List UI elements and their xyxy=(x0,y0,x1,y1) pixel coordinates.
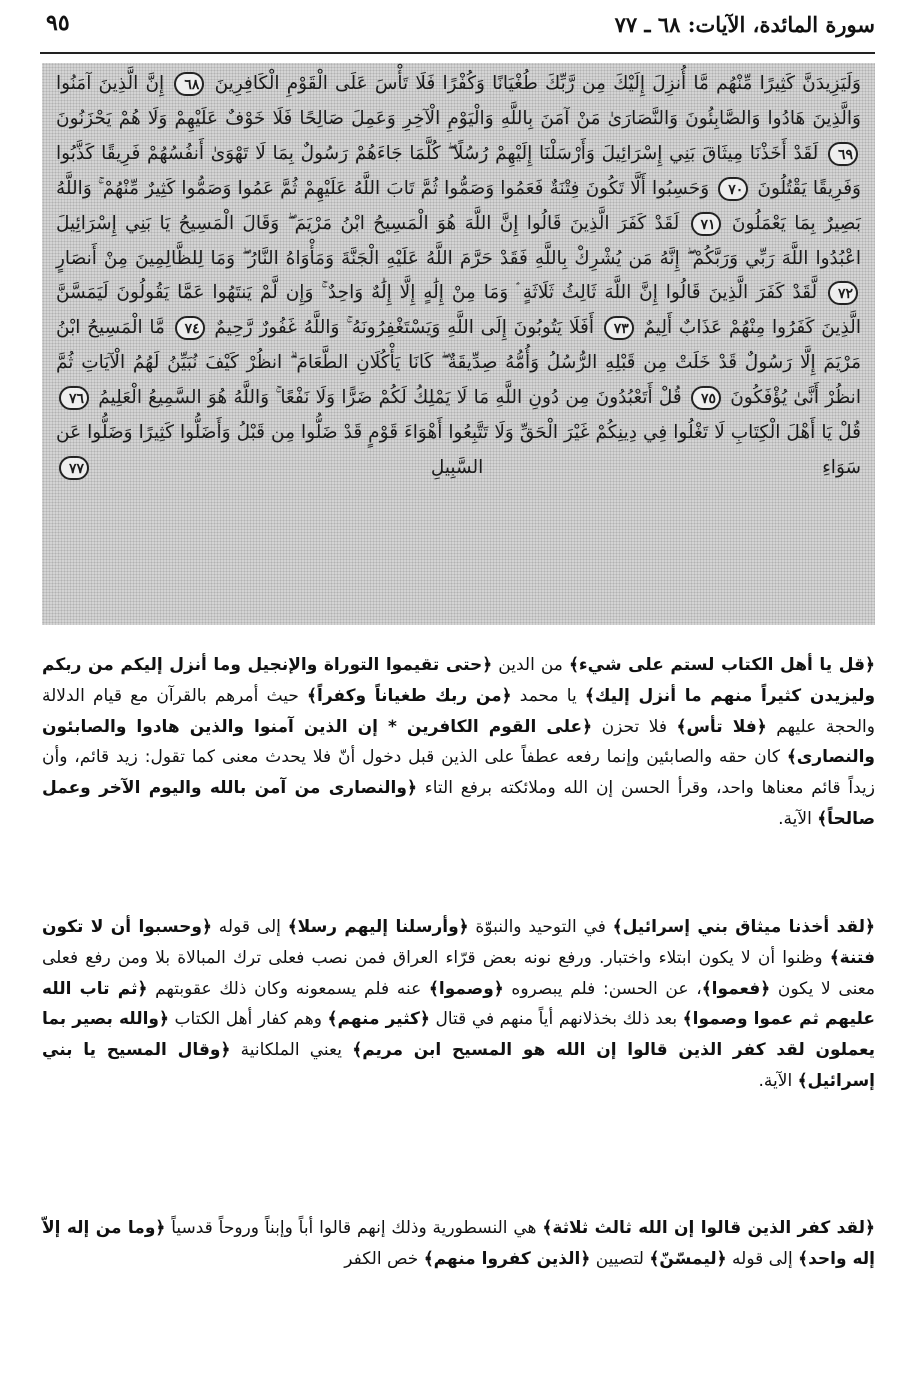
ayah-number-marker: ٧٢ xyxy=(828,281,858,305)
ayah-number-marker: ٧١ xyxy=(691,212,721,236)
commentary-text: خص الكفر xyxy=(344,1248,424,1269)
commentary-text: في التوحيد والنبوّة xyxy=(468,917,613,937)
quoted-verse: ﴿من ربك طغياناً وكفراً﴾ xyxy=(307,685,512,706)
quoted-verse: ﴿وقال المسيح يا بني إسرائيل﴾ xyxy=(42,1040,875,1091)
quoted-verse: ﴿كثير منهم﴾ xyxy=(327,1009,430,1030)
quoted-verse: ﴿وحسبوا أن لا تكون فتنة﴾ xyxy=(42,917,875,968)
commentary-text: لتصيين xyxy=(590,1248,650,1269)
commentary-text: وظنوا أن لا يكون ابتلاء واختبار. ورفع نونه بعض قرّاء العراق فمن نصب فعلى ترك المبالاة بلا ومن رفع فعلى معنى لا يكون xyxy=(42,947,876,999)
quoted-verse: ﴿لقد أخذنا ميثاق بني إسرائيل﴾ xyxy=(612,917,875,937)
quoted-verse: ﴿فعموا﴾ xyxy=(701,978,771,999)
ayah-number-marker: ٦٨ xyxy=(174,72,204,96)
verse-text: قُلْ أَتَعْبُدُونَ مِن دُونِ اللَّهِ مَا لَا يَمْلِكُ لَكُمْ ضَرًّا وَلَا نَفْعًا ۚ وَاللَّهُ هُوَ السَّمِيعُ الْعَلِيمُ xyxy=(98,387,682,409)
ayah-number-marker: ٧٤ xyxy=(175,316,205,340)
commentary-text: الآية. xyxy=(778,808,818,829)
verse-text: قُلْ يَا أَهْلَ الْكِتَابِ لَا تَغْلُوا فِي دِينِكُمْ غَيْرَ الْحَقِّ وَلَا تَتَّبِعُوا أَهْوَاءَ قَوْمٍ قَدْ ضَلُّوا مِن قَبْلُ وَأَضَلُّوا كَثِيرًا وَضَلُّوا عَن سَوَاءِ السَّبِيلِ xyxy=(56,422,861,478)
tafsir-paragraph-3 xyxy=(42,1213,875,1275)
quoted-verse: ﴿والنصارى من آمن بالله واليوم الآخر وعمل صالحاً﴾ xyxy=(42,778,875,829)
quoted-verse: ﴿وما من إله إلاّ إله واحد﴾ xyxy=(42,1218,875,1269)
ayah-number-marker: ٧٥ xyxy=(691,386,721,410)
quoted-verse: ﴿والله بصير بما يعملون لقد كفر الذين قالوا إن الله هو المسيح ابن مريم﴾ xyxy=(42,1009,875,1061)
commentary-text: من الدين xyxy=(492,655,569,675)
ayah-number-marker: ٧٦ xyxy=(59,386,89,410)
verse-text: لَقَدْ أَخَذْنَا مِيثَاقَ بَنِي إِسْرَائِيلَ وَأَرْسَلْنَا إِلَيْهِمْ رُسُلًا ۖ كُلَّمَا جَاءَهُمْ رَسُولٌ بِمَا لَا تَهْوَىٰ أَنفُسُهُمْ فَرِيقًا كَذَّبُوا وَفَرِيقًا يَقْتُلُونَ xyxy=(56,142,861,199)
verse-text: إِنَّ الَّذِينَ آمَنُوا وَالَّذِينَ هَادُوا وَالصَّابِئُونَ وَالنَّصَارَىٰ مَنْ آمَنَ بِاللَّهِ وَالْيَوْمِ الْآخِرِ وَعَمِلَ صَالِحًا فَلَا خَوْفٌ عَلَيْهِمْ وَلَا هُمْ يَحْزَنُونَ xyxy=(56,73,861,129)
commentary-text: عنه فلم يسمعونه وكان ذلك عقوبتهم xyxy=(147,978,429,999)
verse-text: لَقَدْ كَفَرَ الَّذِينَ قَالُوا إِنَّ اللَّهَ هُوَ الْمَسِيحُ ابْنُ مَرْيَمَ ۖ وَقَالَ الْمَسِيحُ يَا بَنِي إِسْرَائِيلَ اعْبُدُوا اللَّهَ رَبِّي وَرَبَّكُمْ ۖ إِنَّهُ مَن يُشْرِكْ بِاللَّهِ فَقَدْ حَرَّمَ اللَّهُ عَلَيْهِ الْجَنَّةَ وَمَأْوَاهُ النَّارُ ۖ وَمَا لِلظَّالِمِينَ مِنْ أَنصَارٍ xyxy=(56,212,861,269)
tafsir-paragraph-1 xyxy=(42,650,875,835)
commentary-text: إلى قوله xyxy=(211,917,288,937)
quoted-verse: ﴿الذين كفروا منهم﴾ xyxy=(423,1248,591,1269)
quoted-verse: ﴿على القوم الكافرين * إن الذين آمنوا والذين هادوا والصابئون والنصارى﴾ xyxy=(42,716,875,768)
verse-text: أَفَلَا يَتُوبُونَ إِلَى اللَّهِ وَيَسْتَغْفِرُونَهُ ۚ وَاللَّهُ غَفُورٌ رَّحِيمٌ xyxy=(214,317,594,339)
header-title: سورة المائدة، الآيات: ٦٨ ـ ٧٧ xyxy=(614,12,875,37)
page-number: ٩٥ xyxy=(46,10,70,36)
quran-verses-box xyxy=(42,63,875,625)
verse-text: لَّقَدْ كَفَرَ الَّذِينَ قَالُوا إِنَّ اللَّهَ ثَالِثُ ثَلَاثَةٍ ۘ وَمَا مِنْ إِلَٰهٍ إِلَّا إِلَٰهٌ وَاحِدٌ ۚ وَإِن لَّمْ يَنتَهُوا عَمَّا يَقُولُونَ لَيَمَسَّنَّ الَّذِينَ كَفَرُوا مِنْهُمْ عَذَابٌ أَلِيمٌ xyxy=(56,282,861,339)
ayah-number-marker: ٧٧ xyxy=(59,456,89,480)
ayah-number-marker: ٦٩ xyxy=(828,142,858,166)
header-divider xyxy=(40,52,875,54)
commentary-text: يا محمد xyxy=(511,685,585,706)
commentary-text: فلا تحزن xyxy=(592,716,677,737)
quoted-verse: ﴿فلا تأس﴾ xyxy=(676,716,767,737)
commentary-text: حيث أمرهم بالقرآن مع قيام الدلالة والحجة عليهم xyxy=(42,685,875,737)
quoted-verse: ﴿وأرسلنا إليهم رسلا﴾ xyxy=(287,917,469,937)
commentary-text: هي النسطورية وذلك إنهم قالوا أباً وإبناً وروحاً قدسياً xyxy=(165,1218,543,1238)
commentary-text: إلى قوله xyxy=(726,1248,799,1269)
commentary-text: ، عن الحسن: فلم يبصروه xyxy=(503,978,702,999)
quoted-verse: ﴿ليمسّنّ﴾ xyxy=(649,1248,727,1269)
commentary-text: الآية. xyxy=(758,1070,798,1091)
quoted-verse: ﴿قل يا أهل الكتاب لستم على شيء﴾ xyxy=(568,655,876,675)
commentary-text: يعني الملكانية xyxy=(230,1040,353,1061)
quoted-verse: ﴿ثم تاب الله عليهم ثم عموا وصموا﴾ xyxy=(42,978,876,1030)
verse-text: وَلَيَزِيدَنَّ كَثِيرًا مِّنْهُم مَّا أُنزِلَ إِلَيْكَ مِن رَّبِّكَ طُغْيَانًا وَكُفْرًا فَلَا تَأْسَ عَلَى الْقَوْمِ الْكَافِرِينَ xyxy=(214,73,861,94)
quoted-verse: ﴿وصموا﴾ xyxy=(428,978,504,999)
commentary-text: كان حقه والصابئين وإنما رفعه عطفاً على الذين قبل دخول أنّ فلا يحدث معنى كما تقول: زيد قائم، وأن زيداً قائم معناها واحد، وقرأ الحسن إن الله وملائكته برفع التاء xyxy=(42,747,875,799)
quran-verses-text xyxy=(56,67,861,486)
verse-text: وَحَسِبُوا أَلَّا تَكُونَ فِتْنَةٌ فَعَمُوا وَصَمُّوا ثُمَّ تَابَ اللَّهُ عَلَيْهِمْ ثُمَّ عَمُوا وَصَمُّوا كَثِيرٌ مِّنْهُمْ ۚ وَاللَّهُ بَصِيرٌ بِمَا يَعْمَلُونَ xyxy=(56,177,861,234)
commentary-text: بعد ذلك بخذلانهم أياً منهم في قتال xyxy=(429,1009,683,1030)
ayah-number-marker: ٧٠ xyxy=(718,177,748,201)
tafsir-paragraph-2 xyxy=(42,912,875,1097)
quoted-verse: ﴿حتى تقيموا التوراة والإنجيل وما أنزل إليكم من ربكم وليزيدن كثيراً منهم ما أنزل إليك﴾ xyxy=(42,655,876,706)
ayah-number-marker: ٧٣ xyxy=(604,316,634,340)
verse-text: مَّا الْمَسِيحُ ابْنُ مَرْيَمَ إِلَّا رَسُولٌ قَدْ خَلَتْ مِن قَبْلِهِ الرُّسُلُ وَأُمُّهُ صِدِّيقَةٌ ۖ كَانَا يَأْكُلَانِ الطَّعَامَ ۗ انظُرْ كَيْفَ نُبَيِّنُ لَهُمُ الْآيَاتِ ثُمَّ انظُرْ أَنَّىٰ يُؤْفَكُونَ xyxy=(56,317,861,409)
quoted-verse: ﴿لقد كفر الذين قالوا إن الله ثالث ثلاثة﴾ xyxy=(542,1218,875,1238)
page-header xyxy=(40,12,875,48)
commentary-text: وهم كفار أهل الكتاب xyxy=(168,1009,328,1030)
